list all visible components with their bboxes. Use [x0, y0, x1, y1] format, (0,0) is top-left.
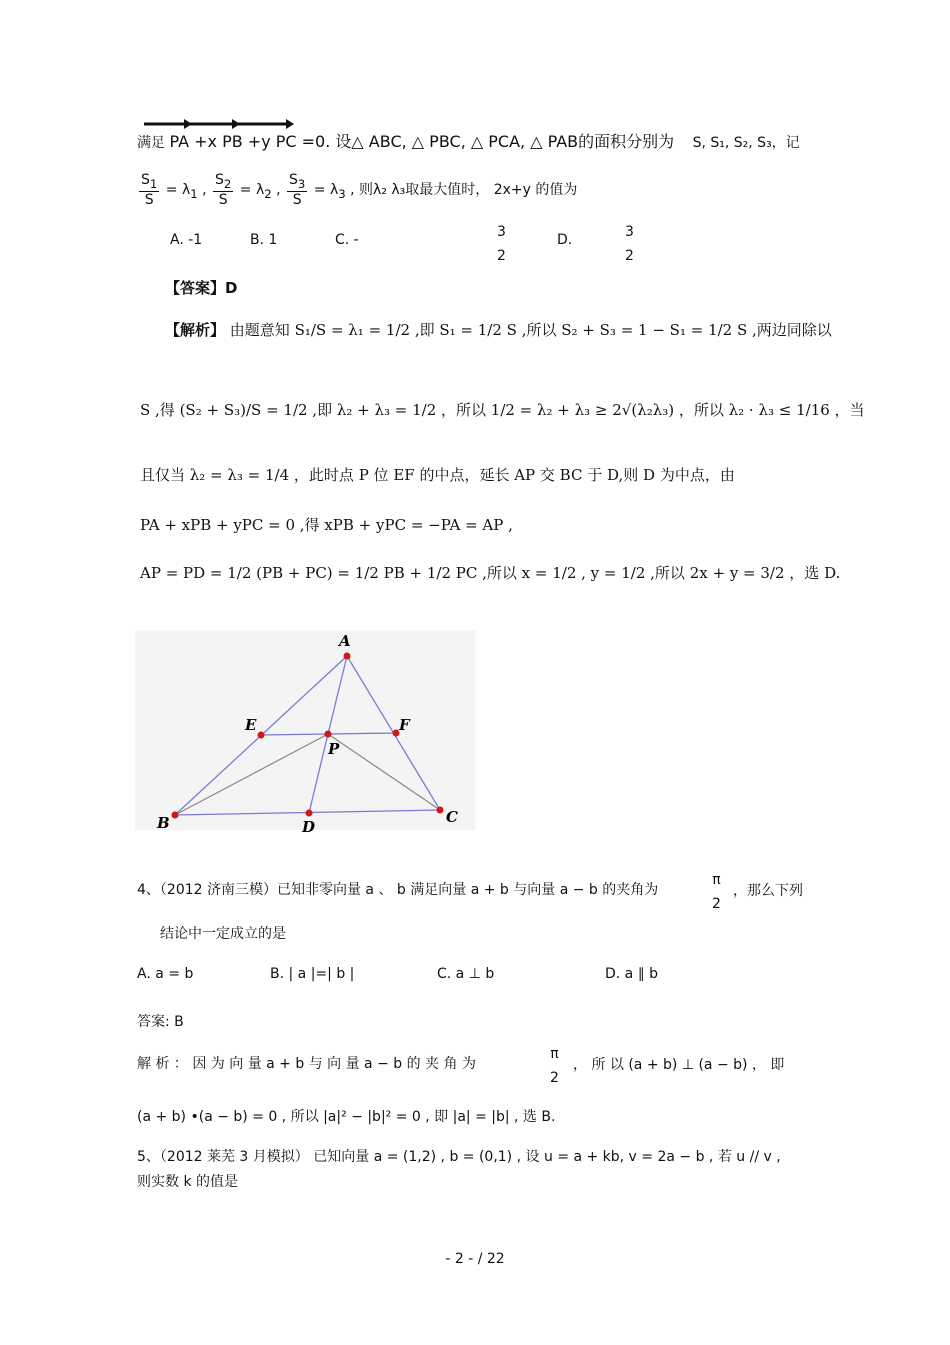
problem4-option-c: C. a ⊥ b: [437, 966, 495, 982]
point-d: [306, 810, 313, 817]
point-p: [325, 731, 332, 738]
option-a: A. -1: [170, 232, 203, 248]
triangle-diagram: [135, 630, 475, 840]
arrow-pb: [190, 119, 240, 129]
problem3-ratio-line: $\frac{S_1}{S}$ = $\lambda_1$ , $\frac{S_2}{S}$ = $\lambda_2$ , $\frac{S_3}{S}$ = $\lambda_3$ , 则λ₂ λ₃取最大值时， 2x+y 的值为: [141, 172, 578, 209]
problem4-option-d: D. a ∥ b: [605, 966, 659, 982]
problem4-stem-tail: ，那么下列: [733, 883, 803, 899]
label-d: D: [302, 818, 316, 836]
problem5-stem: 5、（2012 莱芜 3 月模拟） 已知向量 a = (1,2) , b = (0,1) , 设 u = a + kb, v = 2a − b , 若 u // v ,: [137, 1149, 781, 1165]
label-b: B: [157, 814, 170, 832]
label-f: F: [399, 716, 410, 734]
problem4-analysis-pi: π 2: [550, 1046, 559, 1086]
ratio-s3: $\frac{S_3}{S}$: [289, 172, 306, 209]
problem4-stem: 4、（2012 济南三模）已知非零向量 a 、 b 满足向量 a + b 与向量 a − b 的夹角为: [137, 882, 659, 898]
problem4-analysis-1: 解 析 ： 因 为 向 量 a + b 与 向 量 a − b 的 夹 角 为: [137, 1056, 476, 1072]
label-c: C: [446, 808, 458, 826]
problem4-answer: 答案: B: [137, 1014, 184, 1030]
analysis-line-5: AP = PD = 1/2 (PB + PC) = 1/2 PB + 1/2 PC ,所以 x = 1/2 , y = 1/2 ,所以 2x + y = 3/2 ，选 D.: [140, 564, 841, 582]
page-number: - 2 - / 22: [445, 1251, 505, 1267]
ratio-question: 则λ₂ λ₃取最大值时， 2x+y 的值为: [359, 182, 578, 199]
ratio-s1: $\frac{S_1}{S}$: [141, 172, 158, 209]
problem5-stem2: 则实数 k 的值是: [137, 1174, 239, 1190]
diagram-background: [135, 630, 475, 830]
problem3-condition-line: [137, 132, 800, 153]
label-p: P: [328, 740, 340, 758]
option-d: D.: [557, 232, 573, 248]
point-c: [437, 807, 444, 814]
problem4-analysis-1-tail: ， 所 以 (a + b) ⊥ (a − b) ， 即: [573, 1057, 785, 1073]
option-c: C. -: [335, 232, 359, 248]
problem4-pi-fraction: π 2: [712, 872, 721, 912]
analysis-line-1: 【解析】 由题意知 S₁/S = λ₁ = 1/2 ,即 S₁ = 1/2 S ,所以 S₂ + S₃ = 1 − S₁ = 1/2 S ,两边同除以: [165, 321, 832, 339]
arrow-pc: [236, 119, 294, 129]
option-d-fraction: 3 2: [625, 224, 634, 264]
analysis-line-4: PA + xPB + yPC = 0 ,得 xPB + yPC = −PA = AP ,: [140, 516, 513, 534]
arrow-pa: [144, 119, 192, 129]
vector-condition: PA +x PB +y PC =0. 设△ ABC, △ PBC, △ PCA, △ PAB的面积分别为: [169, 132, 675, 151]
problem4-option-a: A. a = b: [137, 966, 194, 982]
label-e: E: [245, 716, 257, 734]
option-b: B. 1: [250, 232, 278, 248]
analysis-line-2: S ,得 (S₂ + S₃)/S = 1/2 ,即 λ₂ + λ₃ = 1/2 ，所以 1/2 = λ₂ + λ₃ ≥ 2√(λ₂λ₃) ，所以 λ₂ · λ₃ ≤ 1/16 ，当: [140, 401, 865, 419]
point-a: [344, 653, 351, 660]
answer-label: 【答案】D: [165, 279, 238, 297]
vector-arrows: [140, 118, 300, 130]
condition-prefix: 满足: [137, 135, 165, 151]
analysis-line-3: 且仅当 λ₂ = λ₃ = 1/4 ，此时点 P 位 EF 的中点，延长 AP 交 BC 于 D,则 D 为中点，由: [140, 466, 735, 484]
ratio-s2: $\frac{S_2}{S}$: [215, 172, 232, 209]
label-a: A: [339, 632, 351, 650]
problem4-option-b: B. | a |=| b |: [270, 966, 355, 982]
point-b: [172, 812, 179, 819]
area-symbols: S, S₁, S₂, S₃，记: [692, 135, 800, 151]
point-e: [258, 732, 265, 739]
option-c-fraction: 3 2: [497, 224, 506, 264]
problem4-analysis-2: (a + b) •(a − b) = 0 , 所以 |a|² − |b|² = 0 , 即 |a| = |b| , 选 B.: [137, 1109, 556, 1125]
problem4-stem2: 结论中一定成立的是: [160, 926, 286, 942]
